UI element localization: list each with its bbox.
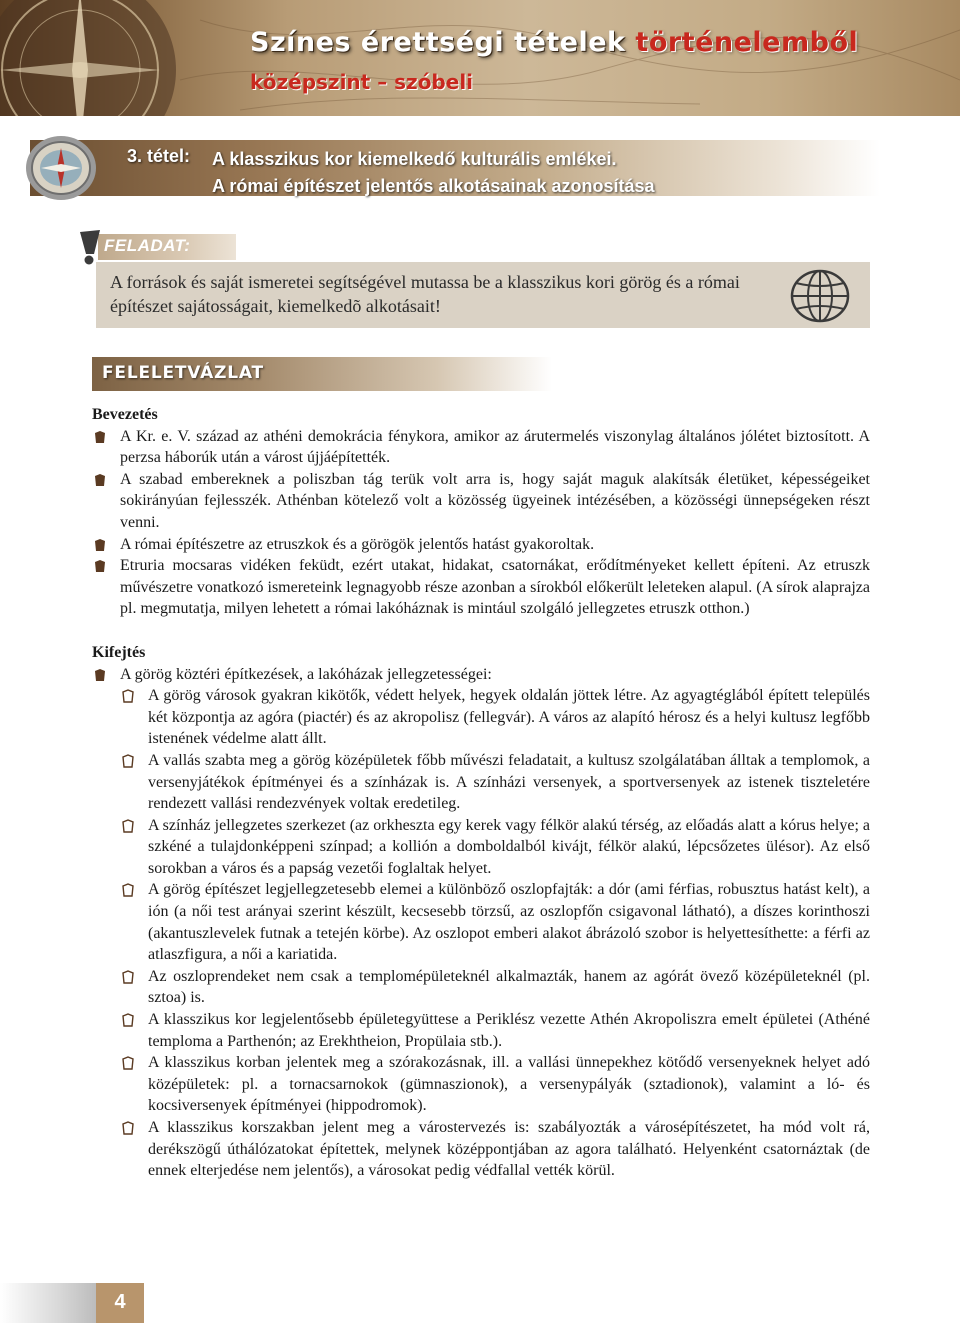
sub-list-item-text: Az oszloprendeket nem csak a templomépületeknél alkalmazták, hanem az agórát övező középületeknél (pl. sztoa) is.	[148, 967, 870, 1007]
bullet-icon	[93, 473, 107, 487]
body-heading: Kifejtés	[92, 643, 146, 661]
globe-icon	[790, 269, 850, 323]
main-content	[92, 404, 870, 1182]
compass-icon	[0, 0, 190, 116]
sub-bullet-icon	[121, 1013, 135, 1027]
list-item	[92, 426, 870, 469]
chapter-title-line2: A római építészet jelentős alkotásainak azonosítása	[212, 176, 655, 196]
intro-list	[92, 426, 870, 620]
sub-bullet-icon	[121, 1121, 135, 1135]
task-text: A források és saját ismeretei segítségével mutassa be a klasszikus kori görög és a római építészet sajátosságait, kiemelkedõ alkotásait!	[110, 272, 740, 316]
list-item	[92, 555, 870, 620]
exclamation-icon	[74, 228, 104, 266]
sub-list-item	[92, 685, 870, 750]
book-title-main: Színes érettségi tételek	[250, 27, 626, 58]
sub-list-item-text: A vallás szabta meg a görög középületek főbb művészi feladatait, a kultusz szolgálatában álltak a templomok, a versenyjátékok építményei és a színházak is. A színházi versenyek, a sportversenyek az istenek tiszteletére rendezett vallási rendezvények voltak eredetileg.	[148, 751, 870, 813]
list-item-text: A görög köztéri építkezések, a lakóházak jellegzetességei:	[120, 665, 492, 683]
chapter-title	[212, 146, 655, 200]
sub-bullet-icon	[121, 689, 135, 703]
bullet-icon	[93, 559, 107, 573]
sub-list-item	[92, 879, 870, 965]
sub-list-item-text: A klasszikus kor legjelentősebb épületegyüttese a Periklész vezette Athén Akropoliszra emelt épületei (Athéné temploma a Parthenón; az Erekhtheion, Propülaia stb.).	[148, 1011, 870, 1050]
chapter-number: 3. tétel:	[127, 146, 191, 166]
compass-badge-icon	[24, 134, 98, 202]
outline-label: FELELETVÁZLAT	[102, 363, 264, 383]
sub-bullet-icon	[121, 1056, 135, 1070]
list-item-text: A Kr. e. V. század az athéni demokrácia fénykora, amikor az árutermelés viszonylag általános jólétet biztosított. A perzsa háborúk után a várost újjáépítették.	[120, 427, 870, 467]
list-item-text: A római építészetre az etruszkok és a görögök jelentős hatást gyakoroltak.	[120, 535, 595, 553]
list-item-text: Etruria mocsaras vidéken feküdt, ezért utakat, hidakat, csatornákat, erődítményeket kellett építeni. Az etruszk művészetre vonatkozó ismereteink legnagyobb része azonban a sírokból előkerült leleteken alapul. (A sírok alaprajza pl. megmutatja, milyen lehetett a római lakóháznak is mintául szolgáló jellegzetes etruszk otthon.)	[120, 557, 870, 618]
sub-list-item	[92, 1052, 870, 1117]
sub-bullet-icon	[121, 970, 135, 984]
sub-list-item-text: A klasszikus korszakban jelent meg a várostervezés is: szabályozták a városépítészetet, ha mód volt rá, derékszögű úthálózatokat építettek, melynek középpontjában az agora található. Helyenként csatornáztak (de ennek elterjedése nem jelentős), a városokat pedig védfallal vették körül.	[148, 1119, 870, 1180]
sub-bullet-icon	[121, 883, 135, 897]
intro-heading: Bevezetés	[92, 406, 158, 423]
section-spacer	[92, 620, 870, 642]
sub-list-item	[92, 815, 870, 880]
bullet-icon	[93, 538, 107, 552]
sub-list-item-text: A klasszikus korban jelentek meg a szórakozásnak, ill. a vallási ünnepekhez kötődő versenyeknek helyet adó középületek: pl. a tornacsarnokok (gümnaszionok), a versenypályák (sztadionok), valamint a ló- és kocsiversenyek építményei (hippodromok).	[148, 1054, 870, 1115]
book-subtitle: középszint – szóbeli	[250, 70, 474, 94]
sub-list-item-text: A görög építészet legjellegzetesebb elemei a különböző oszlopfajták: a dór (ami férfias, robusztus hatást kelt), a ión (a női test arányai szerint készült, kecsesebb törzsű, az oszlopfőn csigavonal látható), a díszes korinthoszi (akantuszlevelek futnak a tetején körbe). Az oszlopot emberi alakot ábrázoló szobor is helyettesíthette: a férfi az atlaszfigura, a női a kariatida.	[148, 881, 870, 964]
bullet-icon	[93, 430, 107, 444]
book-title-accent: történelemből	[635, 27, 859, 58]
list-item-text: A szabad embereknek a poliszban tág terük volt arra is, hogy saját maguk alakítsák életüket, képességeiket sokirányúan fejlesszék. Athénban kötelező volt a közösség ügyeinek intézésében, a közösségi ünnepségeken részt venni.	[120, 470, 870, 531]
book-title	[250, 27, 858, 58]
sub-list-item	[92, 966, 870, 1009]
sub-list-item	[92, 1009, 870, 1052]
footer-strip	[0, 1283, 96, 1323]
sub-list-item	[92, 1117, 870, 1182]
bullet-icon	[93, 668, 107, 682]
list-item	[92, 664, 870, 686]
list-item	[92, 469, 870, 534]
sub-bullet-icon	[121, 754, 135, 768]
task-label: FELADAT:	[104, 236, 191, 255]
sub-list-item-text: A színház jellegzetes szerkezet (az orkheszta egy kerek vagy félkör alakú térség, az előadás alatt a kórus helye; a szkéné a tulajdonképpeni színpad; a kollión a domboldalból kivájt, félkör alakú, lépcsőzetes ülésor). Az első sorokban a város és a papság vezetői foglaltak helyet.	[148, 816, 870, 877]
sub-list-item-text: A görög városok gyakran kikötők, védett helyek, hegyek oldalán jöttek létre. Az agyagtéglából épített település két központja az agóra (piactér) és az akropolisz (fellegvár). A város az alapító hérosz és a helyi kultusz legfőbb istenének védelme alatt állt.	[148, 687, 870, 748]
sub-list-item	[92, 750, 870, 815]
list-item	[92, 534, 870, 556]
sub-bullet-icon	[121, 819, 135, 833]
body-list	[92, 664, 870, 1182]
chapter-title-line1: A klasszikus kor kiemelkedő kulturális emlékei.	[212, 149, 617, 169]
header-banner	[0, 0, 960, 116]
page-number: 4	[114, 1291, 126, 1313]
